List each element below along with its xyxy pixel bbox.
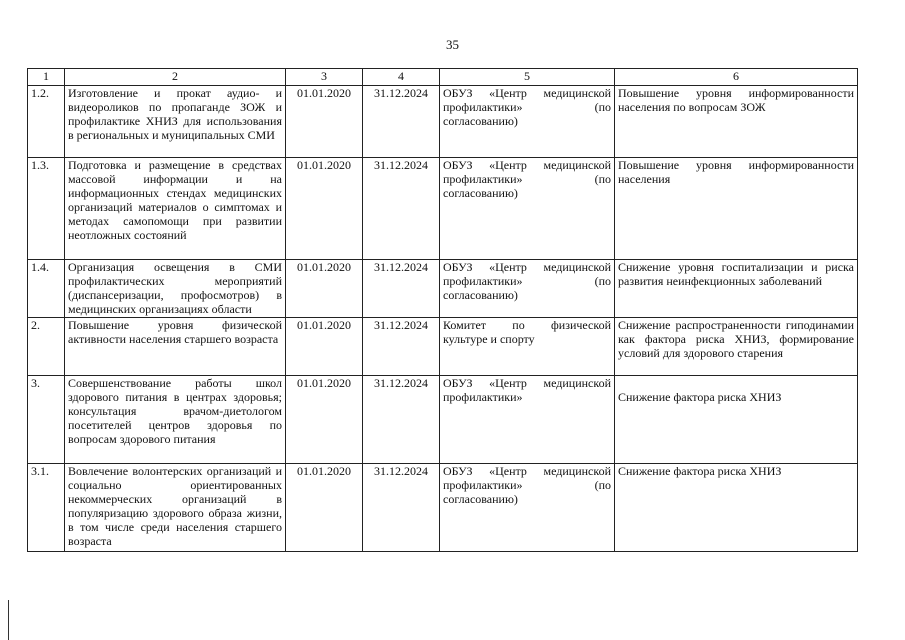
activity-cell: Вовлечение волонтерских организаций и социально ориентированных некоммерческих организаций в популяризацию здорового образа жизни, в том числе среди населения старшего возраста <box>65 464 286 552</box>
result-cell: Снижение распространенности гиподинамии как фактора риска ХНИЗ, формирование условий для здорового старения <box>615 318 858 376</box>
result-cell: Повышение уровня информированности населения <box>615 158 858 260</box>
end-date-cell: 31.12.2024 <box>363 86 440 158</box>
column-header: 6 <box>615 69 858 86</box>
measures-table <box>27 68 858 552</box>
executor-cell: ОБУЗ «Центр медицинской профилактики» (по согласованию) <box>440 260 615 318</box>
table-row <box>28 86 858 158</box>
start-date-cell: 01.01.2020 <box>286 376 363 464</box>
table-row <box>28 464 858 552</box>
result-cell: Снижение фактора риска ХНИЗ <box>615 464 858 552</box>
start-date-cell: 01.01.2020 <box>286 260 363 318</box>
executor-cell: ОБУЗ «Центр медицинской профилактики» <box>440 376 615 464</box>
start-date-cell: 01.01.2020 <box>286 86 363 158</box>
column-header: 4 <box>363 69 440 86</box>
result-cell: Снижение фактора риска ХНИЗ <box>615 376 858 464</box>
end-date-cell: 31.12.2024 <box>363 318 440 376</box>
table-row <box>28 158 858 260</box>
table-row <box>28 318 858 376</box>
result-cell: Снижение уровня госпитализации и риска развития неинфекционных заболеваний <box>615 260 858 318</box>
start-date-cell: 01.01.2020 <box>286 318 363 376</box>
column-header: 1 <box>28 69 65 86</box>
executor-cell: ОБУЗ «Центр медицинской профилактики» (по согласованию) <box>440 86 615 158</box>
table-header-row <box>28 69 858 86</box>
activity-cell: Повышение уровня физической активности населения старшего возраста <box>65 318 286 376</box>
end-date-cell: 31.12.2024 <box>363 464 440 552</box>
result-cell: Повышение уровня информированности населения по вопросам ЗОЖ <box>615 86 858 158</box>
start-date-cell: 01.01.2020 <box>286 464 363 552</box>
row-number: 3.1. <box>28 464 65 552</box>
table-row <box>28 376 858 464</box>
activity-cell: Организация освещения в СМИ профилактических мероприятий (диспансеризации, профосмотров) в медицинских организациях области <box>65 260 286 318</box>
executor-cell: ОБУЗ «Центр медицинской профилактики» (по согласованию) <box>440 464 615 552</box>
row-number: 1.4. <box>28 260 65 318</box>
executor-cell: ОБУЗ «Центр медицинской профилактики» (по согласованию) <box>440 158 615 260</box>
column-header: 5 <box>440 69 615 86</box>
column-header: 2 <box>65 69 286 86</box>
activity-cell: Совершенствование работы школ здорового питания в центрах здоровья; консультация врачом-диетологом посетителей центров здоровья по вопросам здорового питания <box>65 376 286 464</box>
activity-cell: Подготовка и размещение в средствах массовой информации и на информационных стендах медицинских организаций материалов о симптомах и методах самопомощи при развитии неотложных состояний <box>65 158 286 260</box>
end-date-cell: 31.12.2024 <box>363 376 440 464</box>
activity-cell: Изготовление и прокат аудио- и видеороликов по пропаганде ЗОЖ и профилактике ХНИЗ для использования в региональных и муниципальных СМИ <box>65 86 286 158</box>
page-number: 35 <box>446 37 459 52</box>
table-row <box>28 260 858 318</box>
end-date-cell: 31.12.2024 <box>363 158 440 260</box>
row-number: 1.3. <box>28 158 65 260</box>
column-header: 3 <box>286 69 363 86</box>
start-date-cell: 01.01.2020 <box>286 158 363 260</box>
row-number: 2. <box>28 318 65 376</box>
row-number: 1.2. <box>28 86 65 158</box>
scan-margin-line <box>8 600 9 640</box>
row-number: 3. <box>28 376 65 464</box>
end-date-cell: 31.12.2024 <box>363 260 440 318</box>
executor-cell: Комитет по физической культуре и спорту <box>440 318 615 376</box>
